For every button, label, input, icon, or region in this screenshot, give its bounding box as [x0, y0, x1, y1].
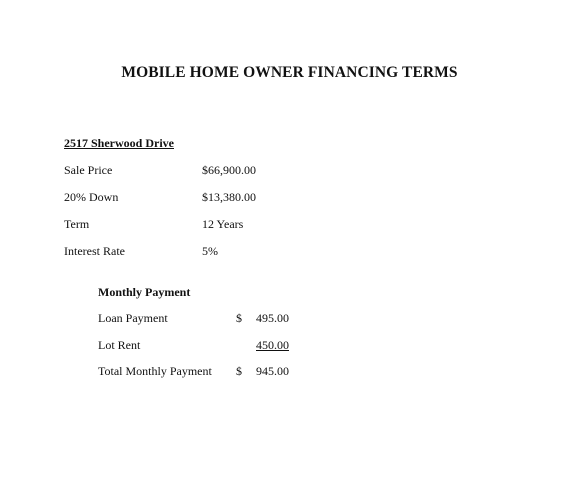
lot-rent-amount: 450.00	[256, 338, 289, 352]
interest-rate-value: 5%	[202, 244, 218, 258]
lot-rent-label: Lot Rent	[98, 338, 141, 352]
total-monthly-payment-label: Total Monthly Payment	[98, 364, 212, 378]
total-monthly-payment-amount: 945.00	[256, 364, 289, 378]
down-payment-label: 20% Down	[64, 190, 119, 204]
term-label: Term	[64, 217, 90, 231]
loan-payment-currency: $	[236, 311, 242, 325]
monthly-payment-heading: Monthly Payment	[98, 285, 191, 299]
down-payment-value: $13,380.00	[202, 190, 256, 204]
property-address: 2517 Sherwood Drive	[64, 136, 174, 150]
loan-payment-label: Loan Payment	[98, 311, 168, 325]
term-value: 12 Years	[202, 217, 244, 231]
sale-price-value: $66,900.00	[202, 163, 256, 177]
loan-payment-amount: 495.00	[256, 311, 289, 325]
document-title: MOBILE HOME OWNER FINANCING TERMS	[121, 64, 458, 81]
interest-rate-label: Interest Rate	[64, 244, 125, 258]
total-monthly-payment-currency: $	[236, 364, 242, 378]
sale-price-label: Sale Price	[64, 163, 113, 177]
